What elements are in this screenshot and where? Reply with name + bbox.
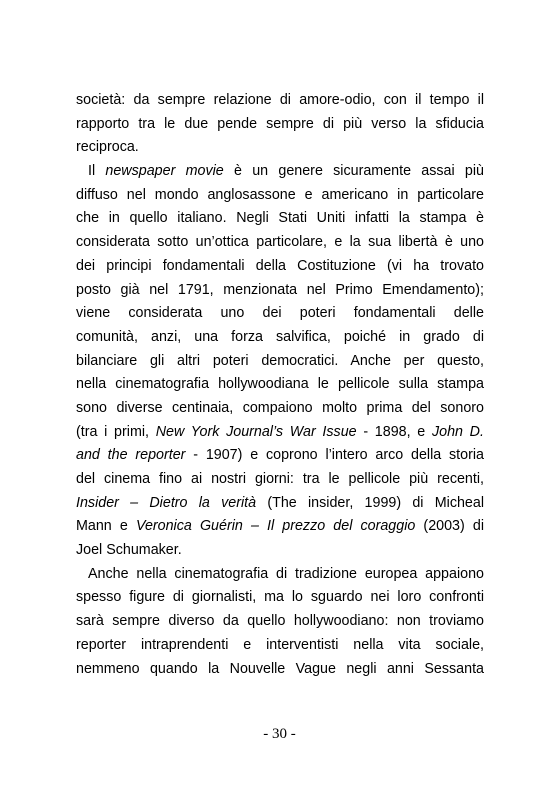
text-line <box>76 255 484 279</box>
text-line <box>76 207 484 231</box>
text-line <box>76 444 484 468</box>
text-segment: Joel Schumaker. <box>76 542 182 559</box>
text-segment: sarà sempre diverso da quello hollywoodiano: non troviamo <box>76 613 484 630</box>
text-segment: - 1898, e <box>356 423 432 440</box>
text-segment: è un genere sicuramente assai più <box>223 163 484 180</box>
text-line <box>76 136 484 160</box>
text-segment: che in quello italiano. Negli Stati Uniti infatti la stampa è <box>76 210 484 227</box>
text-segment: reporter intraprendenti e interventisti nella vita sociale, <box>76 636 484 653</box>
text-line <box>76 184 484 208</box>
text-segment: bilanciare gli altri poteri democratici. Anche per questo, <box>76 352 484 369</box>
text-line <box>76 610 484 634</box>
text-line <box>76 231 484 255</box>
text-line <box>76 492 484 516</box>
text-line <box>76 326 484 350</box>
text-segment: società: da sempre relazione di amore-odio, con il tempo il <box>76 92 484 108</box>
italic-title-text: newspaper movie <box>105 163 224 180</box>
text-segment: reciproca. <box>76 139 139 156</box>
text-segment: (tra i primi, <box>76 423 156 440</box>
text-line <box>76 658 484 682</box>
page-number: - 30 - <box>263 726 296 742</box>
text-line <box>76 421 484 445</box>
text-segment: viene considerata uno dei poteri fondamentali delle <box>76 305 484 322</box>
text-segment: considerata sotto un’ottica particolare, e la sua libertà è uno <box>76 234 484 251</box>
text-segment: Mann e <box>76 518 136 535</box>
text-line <box>76 113 484 137</box>
text-segment: nemmeno quando la Nouvelle Vague negli anni Sessanta <box>76 660 484 677</box>
text-line <box>76 634 484 658</box>
italic-title-text: John D. <box>431 423 484 440</box>
text-line <box>76 586 484 610</box>
text-segment: sono diverse centinaia, compaiono molto prima del sonoro <box>76 399 484 416</box>
italic-title-text: Insider – Dietro la verità <box>76 494 257 511</box>
body-text <box>76 89 484 681</box>
text-segment: Il <box>88 163 106 180</box>
text-segment: comunità, anzi, una forza salvifica, poiché in grado di <box>76 328 484 345</box>
text-line <box>76 373 484 397</box>
text-line <box>76 350 484 374</box>
italic-title-text: Veronica Guérin – Il prezzo del coraggio <box>135 518 416 535</box>
italic-title-text: and the reporter <box>76 447 186 464</box>
text-line <box>76 279 484 303</box>
text-line <box>76 468 484 492</box>
text-segment: dei principi fondamentali della Costituzione (vi ha trovato <box>76 257 484 274</box>
text-line <box>76 539 484 563</box>
text-line <box>76 397 484 421</box>
text-segment: posto già nel 1791, menzionata nel Primo Emendamento); <box>76 281 484 298</box>
text-segment: (The insider, 1999) di Micheal <box>256 494 484 511</box>
text-segment: (2003) di <box>415 518 484 535</box>
text-segment: del cinema fino ai nostri giorni: tra le pellicole più recenti, <box>76 471 484 487</box>
text-segment: diffuso nel mondo anglosassone e americano in particolare <box>76 186 484 203</box>
text-segment: Anche nella cinematografia di tradizione europea appaiono <box>88 565 484 582</box>
text-line <box>76 563 484 587</box>
text-segment: nella cinematografia hollywoodiana le pellicole sulla stampa <box>76 376 484 393</box>
text-line <box>76 515 484 539</box>
text-line <box>76 89 484 113</box>
text-segment: - 1907) e coprono l’intero arco della storia <box>185 447 484 464</box>
text-line <box>76 302 484 326</box>
text-segment: rapporto tra le due pende sempre di più verso la sfiducia <box>76 115 484 132</box>
text-segment: spesso figure di giornalisti, ma lo sguardo nei loro confronti <box>76 589 484 606</box>
italic-title-text: New York Journal’s War Issue <box>155 423 357 440</box>
text-line <box>76 160 484 184</box>
